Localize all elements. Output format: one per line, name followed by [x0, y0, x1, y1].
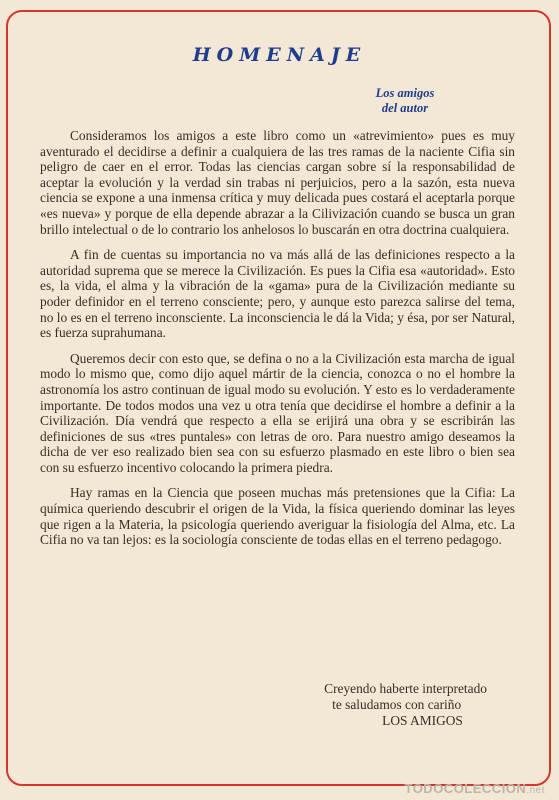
dedication-line-1: Los amigos [375, 86, 435, 100]
watermark-tld: .net [526, 785, 545, 796]
dedication-line-2: del autor [381, 101, 429, 115]
watermark-name: TODOCOLECCION [404, 781, 527, 796]
body-text [40, 128, 515, 558]
paragraph-2: A fin de cuentas su importancia no va más allá de las definiciones respecto a la autoridad suprema que se merece la Civilización. Es pues la Cifia esa «autoridad». Esto es, la vida, el alma y la vibración de la «gama» pura de la Civilización mediante su poder definidor en el terreno consciente; pero, y aunque esto parezca salirse del tema, no lo es en el terreno inconsciente. La inconsciencia le dá la Vida; y ésa, por ser Natural, es fuerza suprahumana. [40, 247, 515, 341]
paragraph-1: Consideramos los amigos a este libro como un «atrevimiento» pues es muy aventurado el decidirse a definir a cualquiera de las tres ramas de la naciente Cifia sin peligro de caer en el error. Todas las ciencias cargan sobre sí la responsabilidad de aceptar la evolución y la verdad sin trabas ni perjuicios, pero a la sazón, esta nueva ciencia se expone a una inmensa crítica y muy delicada pues costará el aceptarla porque «es nueva» y porque de ella depende abrazar a la Cilivización cuando se busca un gran brillo intelectual o de lo contrario los anhelosos lo buscarán en otra doctrina cualquiera. [40, 128, 515, 237]
dedication [355, 86, 455, 116]
paragraph-4: Hay ramas en la Ciencia que poseen muchas más pretensiones que la Cifia: La química queriendo descubrir el origen de la Vida, la física queriendo dominar las leyes que rigen a la Materia, la psicología queriendo averiguar la fisiología del Alma, etc. La Cifia no va tan lejos: es la sociología consciente de todas ellas en el terreno pedagogo. [40, 485, 515, 548]
closing-signature [324, 681, 487, 729]
paragraph-3: Queremos decir con esto que, se defina o no a la Civilización esta marcha de igual modo lo mismo que, como dijo aquel mártir de la ciencia, conozca o no el hombre la astronomía los astro continuan de igual modo su evolución. Y esto es lo verdaderamente importante. De todos modos una vez u otra tenía que decidirse el hombre a definir a la Civilización. Día vendrá que respecto a ella se erijirá una obra y se escribirán las definiciones de sus «tres puntales» con letras de oro. Para nuestro amigo deseamos la dicha de ver eso realizado bien sea con su esfuerzo plasmado en este libro o bien sea con su esfuerzo incentivo colocando la primera piedra. [40, 350, 515, 475]
closing-line-3: LOS AMIGOS [382, 713, 463, 728]
page-title: HOMENAJE [192, 44, 367, 66]
closing-line-2: te saludamos con cariño [332, 697, 462, 712]
watermark [404, 781, 545, 796]
closing-line-1: Creyendo haberte interpretado [324, 681, 487, 696]
